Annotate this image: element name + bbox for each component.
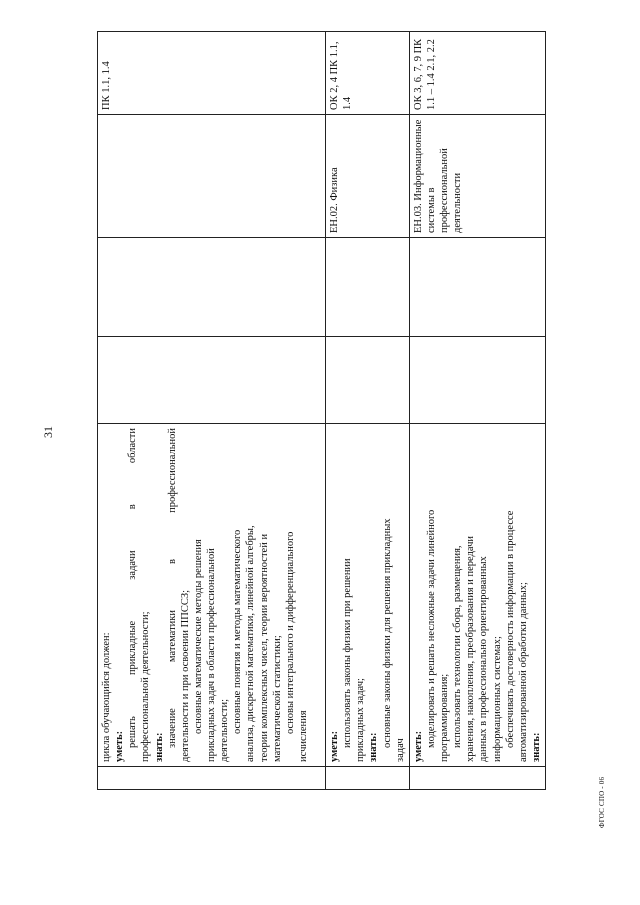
discipline-cell <box>98 115 326 238</box>
table-row <box>98 32 326 790</box>
requirements-cell: уметь: моделировать и решать несложные задачи линейного программирования; использовать технологии сбора, размещения, хранения, накопления, преобразования и передачи данных в профессионально ориентированных информационных системах; обеспечивать достоверность информации в процессе автоматизированной обработки данных; знать: <box>409 424 545 767</box>
discipline-cell: ЕН.02. Физика <box>326 115 410 238</box>
competences-cell: ПК 1.1, 1.4 <box>98 32 326 115</box>
curriculum-table <box>97 38 542 790</box>
page-number: 31 <box>41 426 55 438</box>
footer-code: ФГОС СПО - 06 <box>598 776 606 828</box>
table-row <box>409 32 545 790</box>
requirements-cell: цикла обучающийся должен: уметь: решать прикладные задачи в области профессиональной деятельности; знать: значение математики в профессиональной деятельности и при освоении ППССЗ; основные математические методы решения прикладных задач в области профессиональной деятельности; основные понятия и методы математического анализа, дискретной математики, линейной алгебры, теории комплексных чисел, теории вероятностей и математической статистики; основы интегрального и дифференциального исчисления <box>98 424 326 767</box>
discipline-cell: ЕН.03. Информационные системы в профессиональной деятельности <box>409 115 545 238</box>
requirements-cell: уметь: использовать законы физики при решении прикладных задач; знать: основные законы физики для решения прикладных задач <box>326 424 410 767</box>
competences-cell: ОК 3, 6, 7, 9 ПК 1.1 – 1.4 2.1, 2.2 <box>409 32 545 115</box>
competences-cell: ОК 2, 4 ПК 1.1, 1.4 <box>326 32 410 115</box>
table-row <box>326 32 410 790</box>
